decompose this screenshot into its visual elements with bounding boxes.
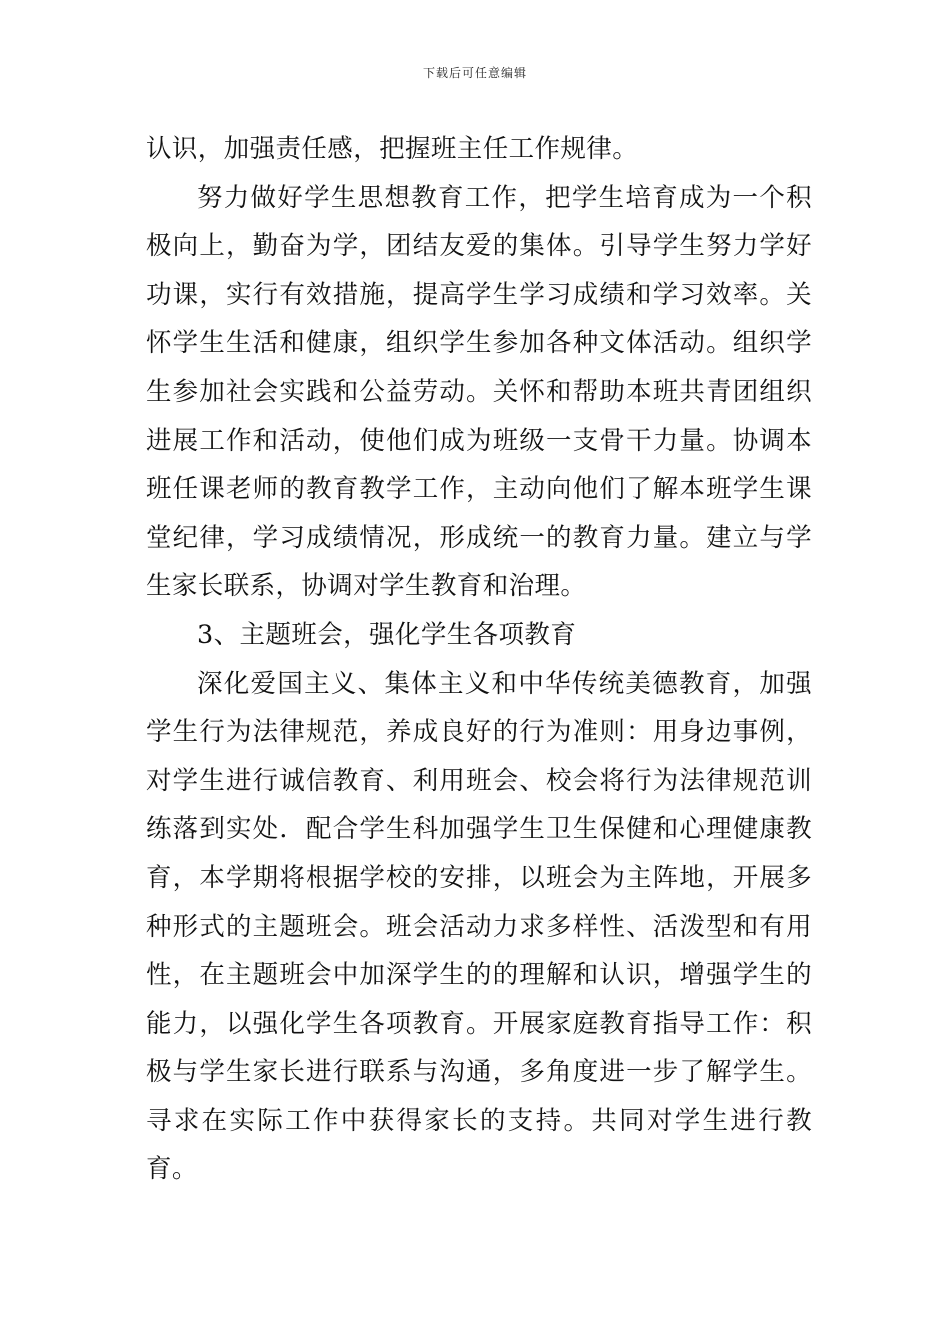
document-body [146,125,812,1194]
paragraph-thought-education: 努力做好学生思想教育工作，把学生培育成为一个积极向上，勤奋为学，团结友爱的集体。引导学生努力学好功课，实行有效措施，提高学生学习成绩和学习效率。关怀学生生活和健康，组织学生参加各种文体活动。组织学生参加社会实践和公益劳动。关怀和帮助本班共青团组织进展工作和活动，使他们成为班级一支骨干力量。协调本班任课老师的教育教学工作，主动向他们了解本班学生课堂纪律，学习成绩情况，形成统一的教育力量。建立与学生家长联系，协调对学生教育和治理。 [146,182,812,602]
paragraph-continuation: 认识，加强责任感，把握班主任工作规律。 [146,134,639,164]
page-header: 下载后可任意编辑 [422,66,527,80]
paragraph-theme-meeting: 深化爱国主义、集体主义和中华传统美德教育，加强学生行为法律规范，养成良好的行为准则：用身边事例，对学生进行诚信教育、利用班会、校会将行为法律规范训练落到实处．配合学生科加强学生卫生保健和心理健康教育，本学期将根据学校的安排，以班会为主阵地，开展多种形式的主题班会。班会活动力求多样性、活泼型和有用性，在主题班会中加深学生的的理解和认识，增强学生的能力，以强化学生各项教育。开展家庭教育指导工作：积极与学生家长进行联系与沟通，多角度进一步了解学生。寻求在实际工作中获得家长的支持。共同对学生进行教育。 [146,668,812,1185]
section-heading-theme-meeting: 3、主题班会，强化学生各项教育 [197,619,577,650]
